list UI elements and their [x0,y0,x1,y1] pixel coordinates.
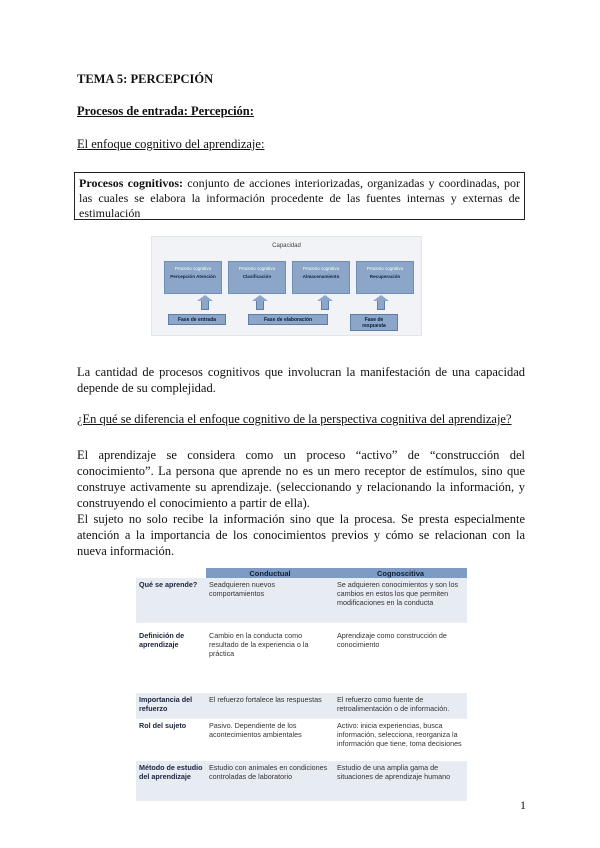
comparison-table [136,568,467,801]
up-arrow-icon [321,300,329,310]
table-row [136,693,467,719]
phase-box: Fase de elaboración [248,314,328,325]
definition-text: conjunto de acciones interiorizadas, organizadas y coordinadas, por las cuales se elabora la información procedente de las fuentes internas y externas de estimulación [79,176,520,220]
section-heading-cognitive-approach: El enfoque cognitivo del aprendizaje: [77,137,265,151]
cognitive-process-diagram [151,236,422,336]
process-label: Proceso cognitivo [302,266,340,271]
table-row [136,719,467,761]
row-label: Definición de aprendizaje [139,631,185,649]
row-label: Método de estudio del aprendizaje [136,761,206,801]
table-header-cell: Cognoscitiva [334,568,467,578]
process-sub: Percepción Atención [170,274,216,279]
phase-box: Fase de entrada [168,314,226,325]
paragraph: La cantidad de procesos cognitivos que involucran la manifestación de una capacidad depende de su complejidad. [77,365,525,395]
process-label: Proceso cognitivo [366,266,404,271]
row-label: Rol del sujeto [139,721,187,730]
process-sub: Recuperación [369,274,401,279]
table-cell: Se adquieren conocimientos y son los cambios en estos los que permiten modificaciones en la conducta [334,578,467,623]
table-row [136,578,467,623]
section-heading-processes: Procesos de entrada: Percepción: [77,104,254,118]
table-cell: Activo: inicia experiencias, busca información, selecciona, reorganiza la información que tiene, toma decisiones [337,721,462,748]
table-cell: Seadquieren nuevos comportamientos [206,578,334,623]
definition-box [74,172,525,220]
paragraph-block [77,447,525,559]
table-cell: Estudio de una amplia gama de situaciones de aprendizaje humano [334,761,467,801]
table-cell: Pasivo. Dependiente de los acontecimientos ambientales [209,721,302,739]
process-label: Proceso cognitivo [238,266,276,271]
up-arrow-icon [377,300,385,310]
diagram-process-box [356,261,414,294]
definition-term: Procesos cognitivos: [79,176,184,190]
up-arrow-icon [201,300,209,310]
diagram-process-box [164,261,222,294]
page-title: TEMA 5: PERCEPCIÓN [77,72,214,86]
question-heading: ¿En qué se diferencia el enfoque cognitivo de la perspectiva cognitiva del aprendizaje? [77,412,512,426]
process-sub: Almacenamiento [302,274,340,279]
process-sub: Clasificación [242,274,272,279]
paragraph: El aprendizaje se considera como un proceso “activo” de “construcción del conocimiento”. La persona que aprende no es un mero receptor de estímulos, sino que construye activamente su aprendizaje. (seleccionando y relacionando la información, y construyendo el conocimiento a partir de ella). [77,448,525,510]
table-header-row [136,568,467,578]
process-label: Proceso cognitivo [174,266,212,271]
phase-box: Fase de respuesta [350,314,398,331]
up-arrow-icon [256,300,264,310]
table-row [136,761,467,801]
page-number: 1 [520,798,526,812]
table-cell: El refuerzo fortalece las respuestas [206,693,334,719]
table-row [136,623,467,693]
row-label: Importancia del refuerzo [136,693,206,719]
diagram-process-box [292,261,350,294]
row-label: Qué se aprende? [136,578,206,623]
table-header-cell: Conductual [206,568,334,578]
paragraph: El sujeto no solo recibe la información sino que la procesa. Se presta especialmente atención a la importancia de los conocimientos previos y cómo se relacionan con la nueva información. [77,512,525,558]
table-header-cell [136,568,206,578]
table-cell: Cambio en la conducta como resultado de la experiencia o la práctica [209,631,309,658]
table-cell: Estudio con animales en condiciones controladas de laboratorio [206,761,334,801]
table-cell: El refuerzo como fuente de retroalimentación o de información. [334,693,467,719]
diagram-process-box [228,261,286,294]
diagram-title: Capacidad [272,243,301,249]
table-cell: Aprendizaje como construcción de conocimiento [337,631,447,649]
